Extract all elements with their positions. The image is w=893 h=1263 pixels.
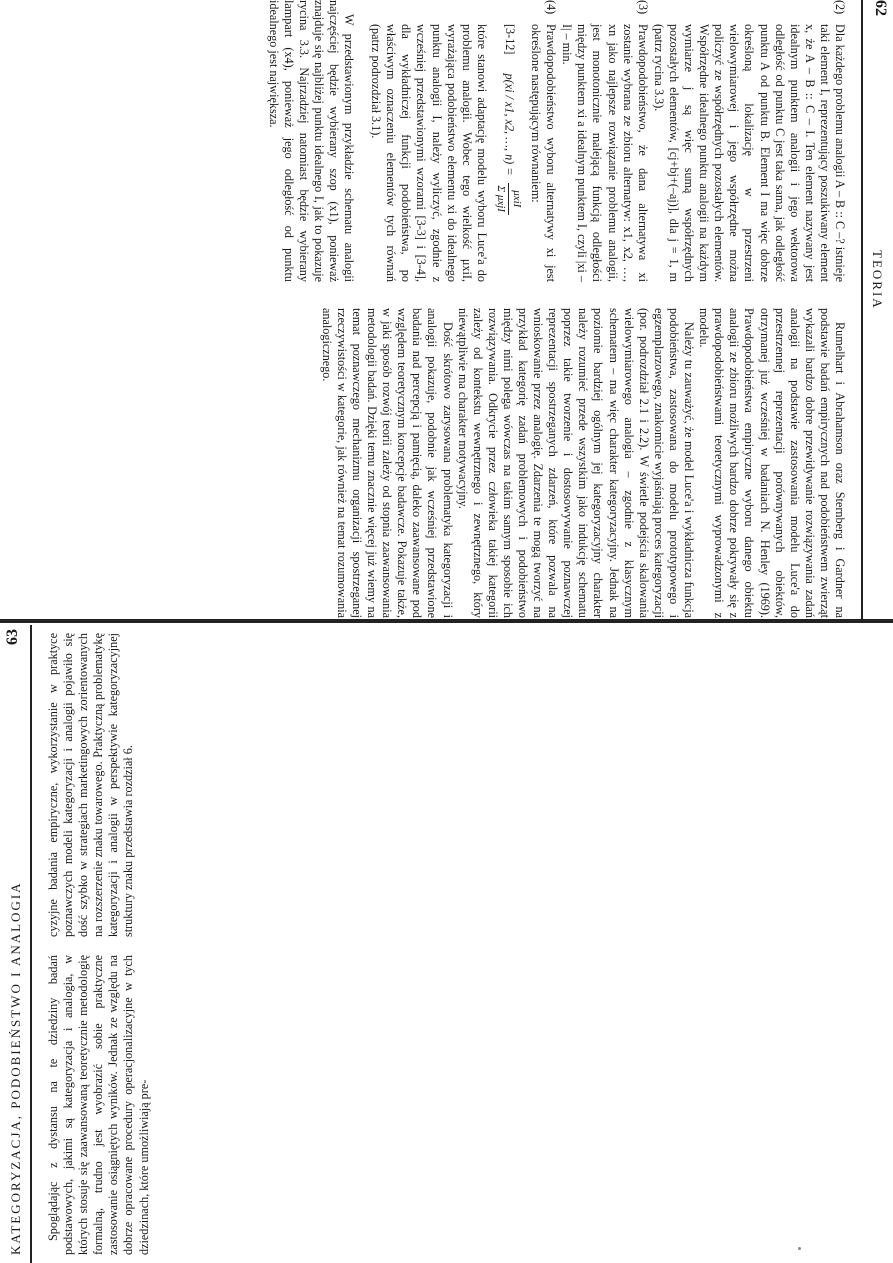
- header-rule: [30, 625, 32, 1263]
- page-63-column-1: [46, 955, 346, 1255]
- paragraph: cyzyjne badania empiryczne, wykorzystanie w praktyce poznawczych modeli kategoryzacji i analogii pojawiło się dość szybko w strategiach marketingowych zorientowanych na rozszerzenie znaku towarowego. Praktyczną problematykę kategoryzacji i analogii w perspektywie kategoryzacyjnej struktury znaku przedstawia rozdział 6.: [46, 633, 136, 937]
- scan-speck: [798, 1247, 801, 1250]
- list-item-3: [559, 0, 650, 282]
- running-head-left: TEORIA: [870, 250, 885, 310]
- page-62-header: [859, 0, 893, 620]
- list-item-text: Dla każdego problemu analogii A – B :: C –? istnieje taki element I, reprezentujący poszukiwany element x, że A – B :: C – I. Ten element nazywany jest idealnym punktem analogii i jego wektorowa odległość od punktu C jest taka sama, jak odległość punktu A od punktu B. Element I ma więc dobrze określoną lokalizację w przestrzeni wielowymiarowej i jego współrzędne można policzyć ze współrzędnych pozostałych elementów. Współrzędne idealnego punktu analogii na każdym wymiarze j są więc sumą współrzędnych pozostałych elementów, [cj+bj+(–aj)], dla j = 1, m (patrz rycina 3.3).: [651, 24, 847, 282]
- page-63-column-2: [46, 633, 346, 937]
- running-head-right: KATEGORYZACJA, PODOBIEŃSTWO I ANALOGIA: [8, 881, 23, 1255]
- equation-number: [3-12]: [502, 24, 517, 55]
- page-62-column-1: [7, 0, 847, 282]
- page-62-column-2: [7, 308, 847, 618]
- equation-numerator: μxiI: [508, 183, 524, 215]
- page-63-header: [0, 625, 34, 1263]
- list-item-label: (2): [833, 0, 847, 15]
- paragraph: Dość skrótowo zarysowana problematyka kategoryzacji i analogii pokazuje, podobnie jak wcześniej przedstawione badania nad percepcją i pamięcią, daleko zaawansowane pod względem teoretycznym koncepcje badawcze. Pokazuje także, w jaki sposób rozwój teorii zależy od stopnia zaawansowania metodologii badań. Dzięki temu znacznie więcej już wiemy na temat poznawczego mechanizmu organizacji spostrzeganej rzeczywistości w kategorie, jak również na temat rozumowania analogicznego.: [319, 308, 455, 618]
- equation-fraction: [493, 183, 524, 215]
- paragraph: W przedstawionym przykładzie schematu analogii najczęściej będzie wybierany szop (x1), ponieważ znajduje się najbliżej punktu idealnego I, jak to pokazuje rycina 3.3. Najrzadziej natomiast będzie wybierany lampart (x4), ponieważ jego odległość od punktu idealnego jest największa.: [266, 0, 357, 282]
- header-rule: [861, 0, 863, 620]
- page-62-region: [0, 0, 893, 620]
- paragraph: Należy tu zauważyć, że model Luce'a i wykładnicza funkcja podobieństwa, zastosowana do modelu prototypowego i egzemplarzowego, znakomicie wyjaśniają proces kategoryzacji (por. podrozdział 2.1 i 2.2). W świetle podejścia skalowania wielowymiarowego analogia – zgodnie z klasycznym schematem – ma więc charakter kategoryzacyjny. Jednak na poziomie bardziej ogólnym jej kategoryzacyjny charakter należy rozumieć przede wszystkim jako indukcję schematu poprzez takie tworzenie i dostosowywanie poznawczej reprezentacji spostrzeganych zdarzeń, które pozwala na wnioskowanie przez analogię. Zdarzenia te mogą tworzyć na przykład kategorię zadań problemowych i podobieństwo między nimi polega wówczas na takim samym sposobie ich rozwiązywania. Odkrycie przez człowieka takiej kategorii zależy od kontekstu wewnętrznego i zewnętrznego, który niewątpliwie ma charakter motywacyjny.: [455, 308, 697, 618]
- page-divider: [0, 619, 893, 623]
- page-number-left: 62: [872, 0, 889, 16]
- list-item-text: Prawdopodobieństwo wyboru alternatywy xi jest określone następującym równaniem:: [529, 24, 559, 282]
- paragraph: które stanowi adaptację modelu wyboru Luce'a do problemu analogii. Wobec tego wielkość μxiI, wyrażająca podobieństwo elementu xi do idealnego punktu analogii I, należy wyliczyć, zgodnie z wcześniej przedstawionymi wzorami [3-3] i [3-4], dla wykładniczej funkcji podobieństwa, po właściwym oznaczeniu elementów tych równań (patrz podrozdział 3.1).: [369, 24, 489, 282]
- page-number-right: 63: [4, 629, 21, 645]
- paragraph: Rumelhart i Abrahamson oraz Sternberg i Gardner na podstawie badań empirycznych nad podobieństwem zwierząt wykazali bardzo dobre przewidywanie rozwiązywania zadań analogii na podstawie zastosowania modelu Luce'a do przestrzennej reprezentacji porównywanych obiektów, otrzymanej już wcześniej w badaniach N. Henley (1969). Prawdopodobieństwa empiryczne wyboru danego obiektu analogii ze zbioru możliwych bardzo dobrze pokrywały się z prawdopodobieństwami teoretycznymi wyprowadzonymi z modelu.: [697, 308, 847, 618]
- list-item-2: [651, 0, 847, 282]
- list-item-text: Prawdopodobieństwo, że dana alternatywa xi zostanie wybrana ze zbioru alternatyw: x1, x2, …, xn jako najlepsze rozwiązanie problemu analogii, jest monotonicznie malejącą funkcją odległości między punktem xi a idealnym punktem I, czyli |xi – I| – min.: [560, 24, 650, 282]
- equation-denominator: Σ μxjI: [494, 185, 507, 212]
- page-63: [0, 625, 893, 1263]
- list-item-label: (4): [544, 0, 559, 15]
- equation-3-12: [493, 24, 524, 282]
- paragraph: Spoglądając z dystansu na te dziedziny badań podstawowych, jakimi są kategoryzacja i analogia, w których stosuje się zaawansowaną teoretycznie metodologię formalną, trudno jest wyobrazić sobie praktyczne zastosowanie osiągniętych wyników. Jednak ze względu na dobrze opracowane procedury operacjonalizacyjne w tych dziedzinach, które umożliwiają pre-: [46, 955, 151, 1255]
- list-item-4: [528, 0, 558, 282]
- page-63-region: [0, 625, 893, 1263]
- list-item-label: (3): [635, 0, 650, 15]
- page-62: [0, 0, 893, 620]
- equation-lhs: p(xi / x1, x2, …, n) =: [502, 73, 517, 176]
